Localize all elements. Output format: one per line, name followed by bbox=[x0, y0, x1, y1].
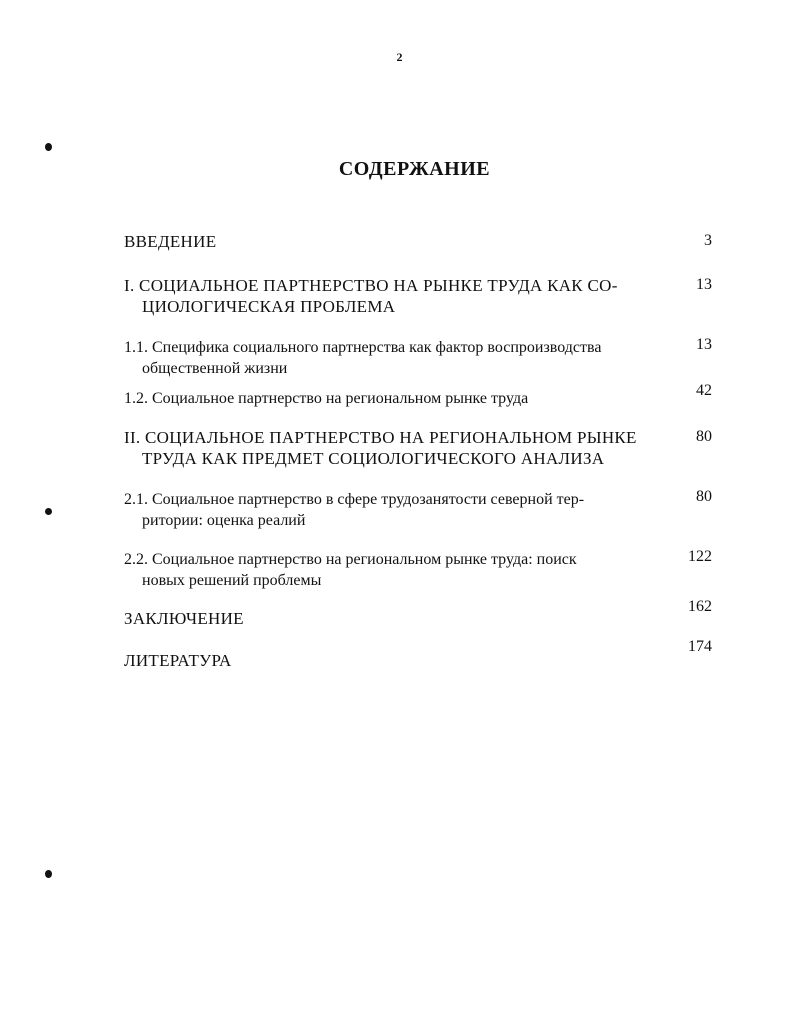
toc-page-section-1-2: 42 bbox=[696, 382, 712, 399]
toc-entry-label: II. СОЦИАЛЬНОЕ ПАРТНЕРСТВО НА РЕГИОНАЛЬНОМ РЫНКЕ bbox=[124, 428, 637, 447]
toc-page-conclusion: 162 bbox=[688, 598, 712, 615]
toc-entry-label: I. СОЦИАЛЬНОЕ ПАРТНЕРСТВО НА РЫНКЕ ТРУДА КАК СО- bbox=[124, 276, 618, 295]
toc-page-section-2-2: 122 bbox=[688, 548, 712, 565]
toc-entry-bibliography[interactable] bbox=[124, 650, 669, 671]
toc-entry-section-2-2[interactable] bbox=[124, 549, 669, 591]
toc-entry-chapter-1[interactable] bbox=[124, 275, 669, 317]
toc-entry-label-continued: ТРУДА КАК ПРЕДМЕТ СОЦИОЛОГИЧЕСКОГО АНАЛИЗА bbox=[142, 449, 605, 468]
toc-page-section-1-1: 13 bbox=[696, 336, 712, 353]
toc-entry-label: 2.1. Социальное партнерство в сфере трудозанятости северной тер- bbox=[124, 491, 585, 508]
toc-entry-chapter-2[interactable] bbox=[124, 427, 669, 469]
toc-page-introduction: 3 bbox=[704, 232, 712, 249]
toc-entry-label: 1.1. Специфика социального партнерства как фактор воспроизводства bbox=[124, 339, 602, 356]
toc-entry-section-1-1[interactable] bbox=[124, 337, 669, 379]
toc-entry-label-continued: общественной жизни bbox=[142, 360, 288, 377]
toc-page-bibliography: 174 bbox=[688, 638, 712, 655]
toc-title: СОДЕРЖАНИЕ bbox=[338, 158, 491, 180]
toc-page-chapter-2: 80 bbox=[696, 428, 712, 445]
toc-entry-label: ЗАКЛЮЧЕНИЕ bbox=[124, 609, 244, 628]
toc-entry-label-continued: ритории: оценка реалий bbox=[142, 512, 306, 529]
toc-entry-conclusion[interactable] bbox=[124, 608, 669, 629]
toc-entry-label: 1.2. Социальное партнерство на региональном рынке труда bbox=[124, 390, 529, 407]
toc-page-section-2-1: 80 bbox=[696, 488, 712, 505]
toc-page-chapter-1: 13 bbox=[696, 276, 712, 293]
scan-mark-bottom bbox=[45, 870, 52, 878]
toc-entry-section-2-1[interactable] bbox=[124, 489, 669, 531]
page-number: 2 bbox=[396, 50, 403, 64]
toc-entry-label: ЛИТЕРАТУРА bbox=[124, 651, 232, 670]
toc-entry-label: 2.2. Социальное партнерство на региональном рынке труда: поиск bbox=[124, 551, 577, 568]
toc-entry-introduction[interactable] bbox=[124, 231, 669, 252]
toc-entry-section-1-2[interactable] bbox=[124, 388, 669, 409]
toc-entry-label-continued: новых решений проблемы bbox=[142, 572, 322, 589]
toc-entry-label: ВВЕДЕНИЕ bbox=[124, 232, 217, 251]
scan-mark-middle bbox=[45, 508, 52, 515]
scan-mark-top bbox=[45, 143, 52, 151]
toc-entry-label-continued: ЦИОЛОГИЧЕСКАЯ ПРОБЛЕМА bbox=[142, 297, 396, 316]
